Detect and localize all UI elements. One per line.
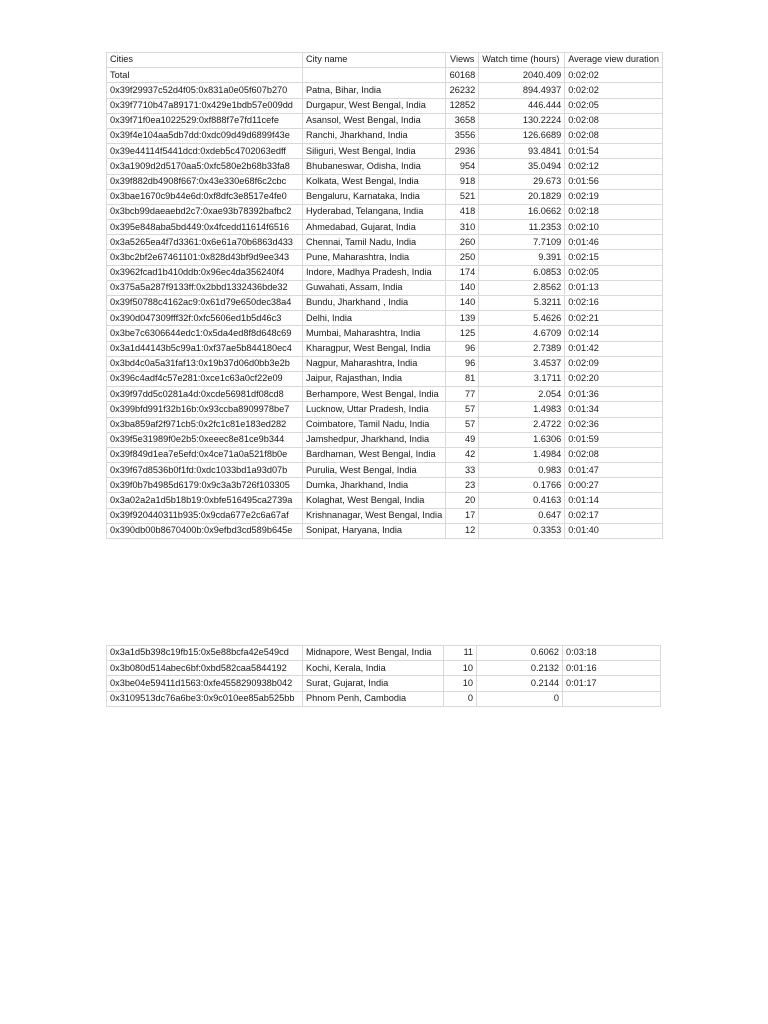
cell-city-id: 0x39f29937c52d4f05:0x831a0e05f607b270 <box>107 83 303 98</box>
cell-views: 12 <box>446 523 479 538</box>
cell-city-name: Bardhaman, West Bengal, India <box>303 447 446 462</box>
cell-watch-time: 130.2224 <box>479 113 565 128</box>
cell-avg-duration: 0:02:02 <box>565 68 663 83</box>
cell-city-name: Lucknow, Uttar Pradesh, India <box>303 402 446 417</box>
cell-watch-time: 11.2353 <box>479 220 565 235</box>
cell-city-id: 0x3bae1670c9b44e6d:0xf8dfc3e8517e4fe0 <box>107 189 303 204</box>
cell-views: 521 <box>446 189 479 204</box>
cell-avg-duration: 0:02:21 <box>565 311 663 326</box>
cell-city-id: 0x3b080d514abec6bf:0xbd582caa5844192 <box>107 661 303 676</box>
cell-watch-time: 29.673 <box>479 174 565 189</box>
cell-city-name: Kochi, Kerala, India <box>303 661 444 676</box>
cell-watch-time: 1.4983 <box>479 402 565 417</box>
header-cities: Cities <box>107 53 303 68</box>
cell-watch-time: 0.1766 <box>479 478 565 493</box>
cell-avg-duration: 0:03:18 <box>563 646 661 661</box>
cell-city-id: 0x39f97dd5c0281a4d:0xcde56981df08cd8 <box>107 387 303 402</box>
cell-avg-duration: 0:02:36 <box>565 417 663 432</box>
cell-city-name: Asansol, West Bengal, India <box>303 113 446 128</box>
table-row <box>107 98 663 113</box>
cell-avg-duration: 0:01:42 <box>565 341 663 356</box>
cell-views: 260 <box>446 235 479 250</box>
table-row <box>107 463 663 478</box>
table-row <box>107 144 663 159</box>
cell-city-name: Delhi, India <box>303 311 446 326</box>
cell-avg-duration: 0:01:36 <box>565 387 663 402</box>
cell-views: 2936 <box>446 144 479 159</box>
table-row <box>107 250 663 265</box>
cell-watch-time: 6.0853 <box>479 265 565 280</box>
cell-watch-time: 93.4841 <box>479 144 565 159</box>
cell-avg-duration: 0:02:19 <box>565 189 663 204</box>
table-row <box>107 326 663 341</box>
table-row <box>107 417 663 432</box>
cell-city-name: Hyderabad, Telangana, India <box>303 204 446 219</box>
cell-city-id: 0x3be04e59411d1563:0xfe4558290938b042 <box>107 676 303 691</box>
cell-watch-time: 0 <box>477 691 563 706</box>
table-row <box>107 113 663 128</box>
cell-avg-duration: 0:02:09 <box>565 356 663 371</box>
cell-views: 96 <box>446 341 479 356</box>
table-row <box>107 447 663 462</box>
cell-views: 139 <box>446 311 479 326</box>
cell-watch-time: 1.6306 <box>479 432 565 447</box>
cell-city-name: Durgapur, West Bengal, India <box>303 98 446 113</box>
header-watch-time: Watch time (hours) <box>479 53 565 68</box>
cell-city-id: 0x3bd4c0a5a31faf13:0x19b37d06d0bb3e2b <box>107 356 303 371</box>
cell-avg-duration: 0:01:54 <box>565 144 663 159</box>
cell-city-name: Sonipat, Haryana, India <box>303 523 446 538</box>
cell-city-name: Jaipur, Rajasthan, India <box>303 371 446 386</box>
cell-watch-time: 0.2132 <box>477 661 563 676</box>
cell-watch-time: 894.4937 <box>479 83 565 98</box>
cell-watch-time: 5.3211 <box>479 296 565 311</box>
cell-watch-time: 7.7109 <box>479 235 565 250</box>
cell-city-id: 0x399bfd991f32b16b:0x93ccba8909978be7 <box>107 402 303 417</box>
city-views-table <box>106 52 663 539</box>
cell-city-name: Pune, Maharashtra, India <box>303 250 446 265</box>
table-row <box>107 265 663 280</box>
cell-city-id: 0x3109513dc76a6be3:0x9c010ee85ab525bb <box>107 691 303 706</box>
table-row <box>107 174 663 189</box>
cell-views: 3556 <box>446 128 479 143</box>
table-row <box>107 432 663 447</box>
cell-views: 10 <box>444 661 477 676</box>
cell-avg-duration: 0:01:17 <box>563 676 661 691</box>
cell-city-name: Patna, Bihar, India <box>303 83 446 98</box>
cell-city-name: Indore, Madhya Pradesh, India <box>303 265 446 280</box>
table-row <box>107 204 663 219</box>
cell-city-id: 0x390db00b8670400b:0x9efbd3cd589b645e <box>107 523 303 538</box>
cell-city-name: Guwahati, Assam, India <box>303 280 446 295</box>
table-row <box>107 235 663 250</box>
cell-city-name <box>303 68 446 83</box>
cell-avg-duration: 0:02:14 <box>565 326 663 341</box>
cell-views: 60168 <box>446 68 479 83</box>
cell-views: 42 <box>446 447 479 462</box>
cell-city-id: 0x3a1d44143b5c99a1:0xf37ae5b844180ec4 <box>107 341 303 356</box>
cell-avg-duration: 0:01:14 <box>565 493 663 508</box>
cell-views: 918 <box>446 174 479 189</box>
cell-avg-duration: 0:01:13 <box>565 280 663 295</box>
table-row <box>107 371 663 386</box>
table-row <box>107 356 663 371</box>
table-row <box>107 159 663 174</box>
cell-views: 26232 <box>446 83 479 98</box>
table-row <box>107 402 663 417</box>
header-views: Views <box>446 53 479 68</box>
cell-city-id: 0x39f920440311b935:0x9cda677e2c6a67af <box>107 508 303 523</box>
cell-views: 125 <box>446 326 479 341</box>
cell-city-name: Nagpur, Maharashtra, India <box>303 356 446 371</box>
cell-avg-duration: 0:02:05 <box>565 98 663 113</box>
cell-city-id: 0x3a02a2a1d5b18b19:0xbfe516495ca2739a <box>107 493 303 508</box>
cell-watch-time: 0.3353 <box>479 523 565 538</box>
cell-city-id: 0x39f882db4908f667:0x43e330e68f6c2cbc <box>107 174 303 189</box>
table-row <box>107 661 661 676</box>
cell-city-id: 0x39f71f0ea1022529:0xf888f7e7fd11cefe <box>107 113 303 128</box>
table-row <box>107 83 663 98</box>
cell-city-id: 0x390d047309fff32f:0xfc5606ed1b5d46c3 <box>107 311 303 326</box>
header-avg-view-duration: Average view duration <box>565 53 663 68</box>
cell-city-id: 0x39e44114f5441dcd:0xdeb5c4702063edff <box>107 144 303 159</box>
cell-watch-time: 2.054 <box>479 387 565 402</box>
cell-city-id: 0x395e848aba5bd449:0x4fcedd11614f6516 <box>107 220 303 235</box>
table-row <box>107 508 663 523</box>
cell-city-id: Total <box>107 68 303 83</box>
cell-city-name: Kolaghat, West Bengal, India <box>303 493 446 508</box>
table-row <box>107 189 663 204</box>
cell-views: 250 <box>446 250 479 265</box>
cell-watch-time: 2040.409 <box>479 68 565 83</box>
cell-watch-time: 1.4984 <box>479 447 565 462</box>
cell-city-id: 0x3a1909d2d5170aa5:0xfc580e2b68b33fa8 <box>107 159 303 174</box>
cell-views: 12852 <box>446 98 479 113</box>
cell-watch-time: 9.391 <box>479 250 565 265</box>
cell-watch-time: 2.7389 <box>479 341 565 356</box>
table-row <box>107 296 663 311</box>
cell-city-id: 0x3bcb99daeaebd2c7:0xae93b78392bafbc2 <box>107 204 303 219</box>
cell-views: 140 <box>446 280 479 295</box>
cell-city-name: Berhampore, West Bengal, India <box>303 387 446 402</box>
cell-city-id: 0x3a1d5b398c19fb15:0x5e88bcfa42e549cd <box>107 646 303 661</box>
cell-avg-duration: 0:02:20 <box>565 371 663 386</box>
cell-avg-duration: 0:02:16 <box>565 296 663 311</box>
cell-city-id: 0x3bc2bf2e67461101:0x828d43bf9d9ee343 <box>107 250 303 265</box>
cell-city-name: Ahmedabad, Gujarat, India <box>303 220 446 235</box>
cell-avg-duration: 0:02:05 <box>565 265 663 280</box>
cell-avg-duration: 0:01:16 <box>563 661 661 676</box>
table-row <box>107 523 663 538</box>
cell-city-id: 0x39f7710b47a89171:0x429e1bdb57e009dd <box>107 98 303 113</box>
cell-watch-time: 0.6062 <box>477 646 563 661</box>
cell-city-id: 0x3962fcad1b410ddb:0x96ec4da356240f4 <box>107 265 303 280</box>
cell-city-name: Dumka, Jharkhand, India <box>303 478 446 493</box>
cell-avg-duration: 0:01:47 <box>565 463 663 478</box>
table-row <box>107 478 663 493</box>
cell-city-id: 0x39f5e31989f0e2b5:0xeeec8e81ce9b344 <box>107 432 303 447</box>
cell-views: 57 <box>446 417 479 432</box>
cell-watch-time: 5.4626 <box>479 311 565 326</box>
cell-city-id: 0x375a5a287f9133ff:0x2bbd1332436bde32 <box>107 280 303 295</box>
cell-watch-time: 446.444 <box>479 98 565 113</box>
cell-views: 418 <box>446 204 479 219</box>
cell-views: 17 <box>446 508 479 523</box>
cell-watch-time: 16.0662 <box>479 204 565 219</box>
cell-views: 954 <box>446 159 479 174</box>
table-row <box>107 280 663 295</box>
cell-city-name: Kolkata, West Bengal, India <box>303 174 446 189</box>
cell-city-name: Purulia, West Bengal, India <box>303 463 446 478</box>
cell-city-id: 0x3be7c6306644edc1:0x5da4ed8f8d648c69 <box>107 326 303 341</box>
cell-watch-time: 0.647 <box>479 508 565 523</box>
cell-views: 81 <box>446 371 479 386</box>
cell-watch-time: 35.0494 <box>479 159 565 174</box>
cell-watch-time: 3.4537 <box>479 356 565 371</box>
cell-views: 20 <box>446 493 479 508</box>
cell-views: 10 <box>444 676 477 691</box>
cell-city-name: Ranchi, Jharkhand, India <box>303 128 446 143</box>
cell-city-id: 0x39f849d1ea7e5efd:0x4ce71a0a521f8b0e <box>107 447 303 462</box>
cell-city-name: Bengaluru, Karnataka, India <box>303 189 446 204</box>
cell-avg-duration: 0:02:08 <box>565 128 663 143</box>
cell-avg-duration: 0:01:59 <box>565 432 663 447</box>
table-row <box>107 387 663 402</box>
table-row <box>107 341 663 356</box>
table-row <box>107 220 663 235</box>
cell-watch-time: 4.6709 <box>479 326 565 341</box>
cell-avg-duration: 0:02:17 <box>565 508 663 523</box>
city-views-table-continued <box>106 645 661 707</box>
cell-city-id: 0x39f67d8536b0f1fd:0xdc1033bd1a93d07b <box>107 463 303 478</box>
cell-city-id: 0x396c4adf4c57e281:0xce1c63a0cf22e09 <box>107 371 303 386</box>
cell-city-name: Chennai, Tamil Nadu, India <box>303 235 446 250</box>
cell-avg-duration: 0:01:34 <box>565 402 663 417</box>
header-row <box>107 53 663 68</box>
cell-city-name: Bundu, Jharkhand , India <box>303 296 446 311</box>
cell-views: 310 <box>446 220 479 235</box>
cell-avg-duration: 0:02:10 <box>565 220 663 235</box>
cell-views: 49 <box>446 432 479 447</box>
cell-views: 3658 <box>446 113 479 128</box>
cell-city-id: 0x39f50788c4162ac9:0x61d79e650dec38a4 <box>107 296 303 311</box>
cell-avg-duration: 0:01:56 <box>565 174 663 189</box>
cell-watch-time: 20.1829 <box>479 189 565 204</box>
cell-watch-time: 0.4163 <box>479 493 565 508</box>
cell-watch-time: 126.6689 <box>479 128 565 143</box>
cell-views: 96 <box>446 356 479 371</box>
table-row <box>107 311 663 326</box>
cell-city-id: 0x3ba859af2f971cb5:0x2fc1c81e183ed282 <box>107 417 303 432</box>
cell-views: 0 <box>444 691 477 706</box>
cell-avg-duration: 0:02:12 <box>565 159 663 174</box>
cell-views: 174 <box>446 265 479 280</box>
cell-city-name: Krishnanagar, West Bengal, India <box>303 508 446 523</box>
cell-views: 57 <box>446 402 479 417</box>
cell-avg-duration <box>563 691 661 706</box>
cell-watch-time: 0.983 <box>479 463 565 478</box>
cell-watch-time: 3.1711 <box>479 371 565 386</box>
cell-city-name: Midnapore, West Bengal, India <box>303 646 444 661</box>
cell-views: 11 <box>444 646 477 661</box>
cell-avg-duration: 0:01:46 <box>565 235 663 250</box>
cell-city-name: Jamshedpur, Jharkhand, India <box>303 432 446 447</box>
cell-views: 77 <box>446 387 479 402</box>
cell-watch-time: 2.4722 <box>479 417 565 432</box>
cell-city-name: Kharagpur, West Bengal, India <box>303 341 446 356</box>
cell-avg-duration: 0:02:08 <box>565 447 663 462</box>
cell-city-id: 0x39f4e104aa5db7dd:0xdc09d49d6899f43e <box>107 128 303 143</box>
cell-city-name: Mumbai, Maharashtra, India <box>303 326 446 341</box>
cell-avg-duration: 0:02:15 <box>565 250 663 265</box>
cell-avg-duration: 0:02:18 <box>565 204 663 219</box>
cell-city-id: 0x39f0b7b4985d6179:0x9c3a3b726f103305 <box>107 478 303 493</box>
header-city-name: City name <box>303 53 446 68</box>
total-row <box>107 68 663 83</box>
cell-avg-duration: 0:02:08 <box>565 113 663 128</box>
cell-city-name: Surat, Gujarat, India <box>303 676 444 691</box>
table-row <box>107 676 661 691</box>
cell-avg-duration: 0:00:27 <box>565 478 663 493</box>
cell-views: 140 <box>446 296 479 311</box>
cell-watch-time: 0.2144 <box>477 676 563 691</box>
cell-views: 33 <box>446 463 479 478</box>
cell-views: 23 <box>446 478 479 493</box>
cell-city-name: Bhubaneswar, Odisha, India <box>303 159 446 174</box>
table-row <box>107 646 661 661</box>
cell-watch-time: 2.8562 <box>479 280 565 295</box>
cell-city-name: Coimbatore, Tamil Nadu, India <box>303 417 446 432</box>
table-row <box>107 493 663 508</box>
cell-city-name: Phnom Penh, Cambodia <box>303 691 444 706</box>
table-row <box>107 128 663 143</box>
cell-avg-duration: 0:01:40 <box>565 523 663 538</box>
cell-city-name: Siliguri, West Bengal, India <box>303 144 446 159</box>
table-row <box>107 691 661 706</box>
cell-avg-duration: 0:02:02 <box>565 83 663 98</box>
cell-city-id: 0x3a5265ea4f7d3361:0x6e61a70b6863d433 <box>107 235 303 250</box>
